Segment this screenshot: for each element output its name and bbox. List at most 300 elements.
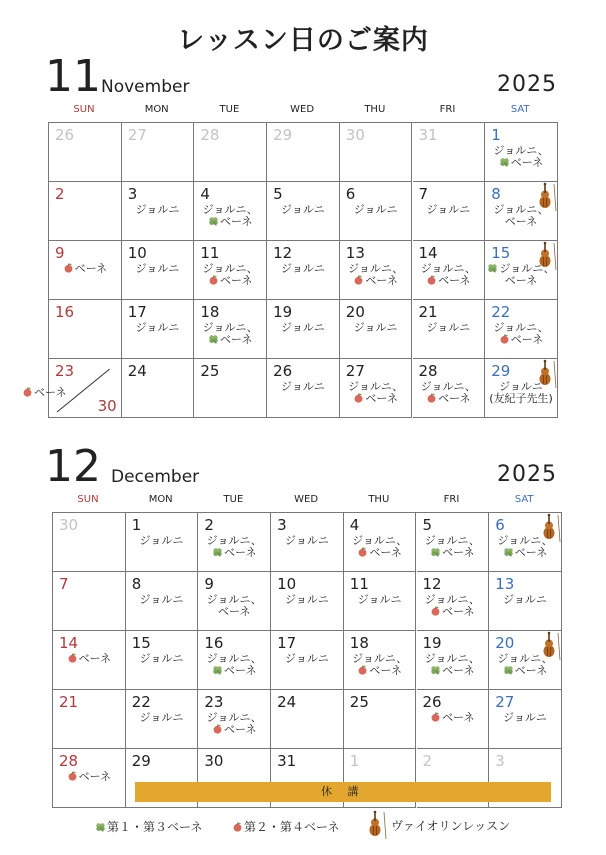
lesson-line — [489, 547, 561, 559]
lesson-line — [126, 653, 198, 665]
lesson-note — [340, 204, 412, 216]
lesson-text: ジョルニ、 — [206, 593, 262, 606]
day-cell — [122, 123, 195, 182]
day-number: 26 — [422, 693, 442, 711]
lesson-text: ジョルニ、 — [202, 203, 258, 216]
legend-apple — [232, 818, 339, 835]
day-cell — [122, 359, 195, 418]
day-number: 24 — [127, 362, 147, 380]
apple-icon — [208, 275, 219, 285]
lesson-text: ベーネ — [438, 392, 471, 405]
clover-icon — [503, 547, 514, 557]
lesson-line — [485, 157, 557, 169]
day-cell — [53, 572, 126, 631]
lesson-text: ジョルニ — [357, 593, 402, 606]
lesson-text: ジョルニ、 — [493, 321, 549, 334]
weekday-label: THU — [364, 104, 386, 115]
clover-icon — [212, 547, 223, 557]
lesson-note — [194, 263, 266, 287]
lesson-line — [53, 771, 125, 783]
page-title: レッスン日のご案内 — [177, 25, 429, 56]
day-number: 28 — [59, 752, 79, 770]
day-cell — [49, 123, 122, 182]
closed-bar: 休 講 — [135, 782, 551, 802]
side-note — [22, 384, 66, 400]
lesson-note — [413, 381, 485, 405]
weekday-label: SUN — [77, 494, 99, 505]
day-number: 13 — [345, 244, 365, 262]
lesson-text: ジョルニ — [281, 262, 325, 275]
day-cell — [126, 572, 199, 631]
clover-icon — [212, 665, 223, 675]
legend-clover-label: 第１・第３ベーネ — [107, 820, 203, 834]
lesson-note — [485, 145, 557, 169]
lesson-line — [417, 547, 489, 559]
day-cell — [489, 690, 562, 749]
month-header-november — [45, 51, 565, 102]
lesson-text: ジョルニ、 — [206, 652, 262, 665]
day-cell — [53, 690, 126, 749]
lesson-text: ジョルニ — [281, 380, 325, 393]
clover-icon — [95, 821, 106, 831]
apple-icon — [353, 275, 364, 285]
lesson-text: ベーネ — [510, 333, 544, 346]
day-number: 13 — [495, 575, 515, 593]
split-day-number: 30 — [97, 397, 117, 415]
lesson-text: ベーネ — [514, 664, 548, 677]
day-number: 16 — [55, 303, 75, 321]
day-number: 5 — [273, 185, 283, 203]
day-number: 20 — [495, 634, 515, 652]
lesson-text: ジョルニ、 — [424, 593, 480, 606]
lesson-note — [489, 712, 561, 724]
lesson-text: ベーネ — [442, 711, 475, 724]
apple-icon — [426, 275, 437, 285]
day-number: 18 — [200, 303, 220, 321]
lesson-note — [122, 263, 194, 275]
apple-icon — [357, 665, 368, 675]
day-cell — [340, 300, 413, 359]
day-number: 25 — [349, 693, 369, 711]
legend-violin — [365, 810, 510, 840]
lesson-text: ジョルニ、 — [497, 534, 553, 547]
apple-icon — [499, 334, 510, 344]
day-cell — [126, 513, 199, 572]
lesson-note — [53, 771, 125, 783]
lesson-text: ジョルニ — [503, 593, 547, 606]
day-number: 23 — [55, 362, 75, 380]
lesson-line — [413, 204, 485, 216]
legend-apple-label: 第２・第４ベーネ — [244, 820, 340, 834]
lesson-line — [198, 606, 270, 618]
lesson-text: ジョルニ、 — [497, 652, 553, 665]
lesson-note — [122, 322, 194, 334]
lesson-line — [126, 712, 198, 724]
lesson-note — [485, 263, 557, 287]
lesson-note — [198, 535, 270, 559]
day-cell — [271, 513, 344, 572]
apple-icon — [22, 387, 33, 397]
legend-clover — [95, 818, 202, 835]
weekday-label: SAT — [514, 494, 534, 505]
lesson-text: ジョルニ、 — [499, 262, 555, 275]
day-cell — [267, 182, 340, 241]
apple-icon — [353, 393, 364, 403]
lesson-line — [267, 322, 339, 334]
day-number: 30 — [345, 126, 365, 144]
lesson-line — [49, 263, 121, 275]
day-number: 15 — [491, 244, 511, 262]
day-cell — [271, 690, 344, 749]
day-number: 22 — [131, 693, 151, 711]
day-cell — [340, 241, 413, 300]
lesson-text: ベーネ — [442, 664, 475, 677]
lesson-line — [53, 653, 125, 665]
lesson-text: ジョルニ — [281, 321, 325, 334]
lesson-text: ジョルニ — [135, 203, 180, 216]
day-number: 1 — [349, 752, 360, 770]
lesson-line — [417, 665, 489, 677]
violin-icon — [365, 810, 387, 840]
lesson-note — [344, 535, 416, 559]
day-number: 3 — [277, 516, 287, 534]
apple-icon — [63, 263, 74, 273]
lesson-line — [489, 712, 561, 724]
day-cell — [413, 300, 486, 359]
day-number: 10 — [277, 575, 297, 593]
month-name: December — [111, 467, 200, 487]
lesson-text: ジョルニ — [353, 203, 398, 216]
lesson-text: ベーネ — [220, 215, 253, 228]
lesson-line — [340, 322, 412, 334]
lesson-note — [413, 263, 485, 287]
day-cell — [126, 631, 199, 690]
lesson-note — [344, 653, 416, 677]
month-number: 11 — [45, 51, 101, 102]
clover-icon — [487, 263, 498, 273]
day-cell — [413, 241, 486, 300]
lesson-text: ベーネ — [369, 546, 402, 559]
day-number: 23 — [204, 693, 224, 711]
weekday-header — [52, 494, 556, 512]
day-number: 7 — [418, 185, 429, 203]
lesson-line — [194, 334, 266, 346]
lesson-note — [126, 653, 198, 665]
lesson-line — [485, 334, 557, 346]
lesson-text: ジョルニ、 — [202, 262, 258, 275]
day-number: 16 — [204, 634, 224, 652]
day-cell — [194, 241, 267, 300]
day-number: 29 — [273, 126, 293, 144]
day-cell — [340, 123, 413, 182]
day-cell — [344, 690, 417, 749]
day-number: 14 — [59, 634, 79, 652]
day-cell — [417, 513, 490, 572]
month-number: 12 — [45, 441, 101, 492]
lesson-note — [344, 594, 416, 606]
lesson-line — [485, 393, 557, 405]
day-cell — [417, 631, 490, 690]
lesson-line — [267, 204, 339, 216]
day-cell — [340, 359, 413, 418]
day-cell — [53, 749, 126, 808]
lesson-line — [413, 275, 485, 287]
lesson-text: ジョルニ — [139, 711, 184, 724]
lesson-line — [126, 594, 198, 606]
lesson-note — [485, 322, 557, 346]
lesson-text: ベーネ — [504, 274, 538, 287]
lesson-line — [417, 712, 489, 724]
day-number: 29 — [491, 362, 511, 380]
day-cell — [485, 300, 558, 359]
lesson-line — [489, 665, 561, 677]
clover-icon — [499, 157, 510, 167]
lesson-note — [198, 712, 270, 736]
day-cell — [122, 241, 195, 300]
lesson-line — [267, 381, 339, 393]
lesson-line — [126, 535, 198, 547]
lesson-text: ジョルニ — [353, 321, 398, 334]
apple-icon — [430, 606, 441, 616]
lesson-note — [126, 535, 198, 547]
lesson-text: ベーネ — [218, 605, 251, 618]
day-number: 19 — [422, 634, 442, 652]
apple-icon — [67, 771, 78, 781]
day-cell — [271, 631, 344, 690]
lesson-text: ジョルニ — [499, 380, 543, 393]
calendar-grid — [52, 512, 562, 808]
lesson-note — [198, 653, 270, 677]
lesson-line — [267, 263, 339, 275]
day-number: 4 — [349, 516, 360, 534]
lesson-note — [267, 381, 339, 393]
day-cell — [49, 241, 122, 300]
month-header-december — [45, 441, 565, 492]
day-cell — [267, 359, 340, 418]
weekday-label: FRI — [439, 104, 456, 115]
month-year: 2025 — [497, 72, 557, 97]
lesson-line — [485, 216, 557, 228]
clover-icon — [503, 665, 514, 675]
weekday-label: MON — [144, 104, 169, 115]
day-cell — [194, 182, 267, 241]
lesson-note — [271, 594, 343, 606]
day-cell — [340, 182, 413, 241]
lesson-text: ジョルニ — [139, 652, 184, 665]
day-cell — [489, 631, 562, 690]
day-cell — [489, 572, 562, 631]
lesson-text: ベーネ — [74, 262, 108, 275]
day-number: 11 — [200, 244, 220, 262]
day-number: 12 — [422, 575, 442, 593]
lesson-line — [344, 594, 416, 606]
lesson-note — [485, 381, 557, 405]
lesson-line — [198, 547, 270, 559]
day-number: 20 — [345, 303, 365, 321]
lesson-note — [126, 594, 198, 606]
legend-violin-label: ヴァイオリンレッスン — [391, 818, 511, 833]
lesson-text: ジョルニ、 — [348, 262, 404, 275]
day-cell — [267, 300, 340, 359]
lesson-note — [267, 204, 339, 216]
lesson-note — [413, 322, 485, 334]
lesson-text: (友紀子先生) — [489, 392, 553, 405]
weekday-label: FRI — [443, 494, 460, 505]
day-cell — [489, 513, 562, 572]
lesson-text: ジョルニ — [139, 593, 184, 606]
lesson-note — [126, 712, 198, 724]
weekday-label: TUE — [223, 494, 244, 505]
day-number: 3 — [495, 752, 505, 770]
lesson-line — [344, 547, 416, 559]
lesson-text: ベーネ — [365, 274, 398, 287]
lesson-line — [122, 322, 194, 334]
lesson-note — [413, 204, 485, 216]
day-number: 26 — [273, 362, 293, 380]
lesson-text: ジョルニ、 — [424, 534, 480, 547]
lesson-note — [49, 263, 121, 275]
day-cell — [198, 690, 271, 749]
day-cell — [417, 572, 490, 631]
lesson-line — [340, 393, 412, 405]
day-cell — [122, 300, 195, 359]
lesson-note — [194, 204, 266, 228]
day-cell — [53, 513, 126, 572]
day-number: 18 — [349, 634, 369, 652]
lesson-note — [417, 653, 489, 677]
apple-icon — [67, 653, 78, 663]
day-cell — [49, 300, 122, 359]
day-number: 4 — [200, 185, 210, 203]
day-number: 27 — [127, 126, 147, 144]
lesson-text: ジョルニ、 — [424, 652, 480, 665]
clover-icon — [208, 334, 219, 344]
day-number: 17 — [127, 303, 147, 321]
day-cell — [53, 631, 126, 690]
lesson-line — [271, 535, 343, 547]
day-cell — [198, 631, 271, 690]
lesson-line — [194, 216, 266, 228]
day-cell — [122, 182, 195, 241]
lesson-text: ジョルニ — [135, 321, 180, 334]
lesson-note — [489, 535, 561, 559]
day-cell — [485, 241, 558, 300]
lesson-line — [413, 322, 485, 334]
day-cell — [194, 300, 267, 359]
day-number: 28 — [200, 126, 220, 144]
lesson-text: ジョルニ、 — [202, 321, 258, 334]
day-number: 19 — [273, 303, 293, 321]
apple-icon — [430, 712, 441, 722]
lesson-text: ジョルニ — [281, 203, 325, 216]
day-number: 25 — [200, 362, 220, 380]
day-number: 30 — [204, 752, 224, 770]
day-number: 26 — [55, 126, 75, 144]
apple-icon — [232, 821, 243, 831]
day-number: 31 — [277, 752, 297, 770]
day-number: 2 — [422, 752, 433, 770]
day-cell — [198, 572, 271, 631]
day-number: 27 — [495, 693, 515, 711]
lesson-line — [122, 204, 194, 216]
lesson-text: ベーネ — [442, 605, 475, 618]
day-cell — [267, 123, 340, 182]
lesson-note — [271, 653, 343, 665]
apple-icon — [212, 724, 223, 734]
day-number: 1 — [491, 126, 501, 144]
lesson-text: ジョルニ — [285, 534, 329, 547]
day-number: 2 — [204, 516, 214, 534]
day-cell — [413, 182, 486, 241]
lesson-note — [267, 263, 339, 275]
day-cell — [271, 572, 344, 631]
lesson-text: ベーネ — [78, 770, 112, 783]
day-number: 7 — [59, 575, 69, 593]
lesson-text: ジョルニ、 — [206, 711, 262, 724]
lesson-text: ベーネ — [224, 664, 257, 677]
day-number: 6 — [495, 516, 505, 534]
weekday-label: MON — [148, 494, 173, 505]
day-number: 6 — [345, 185, 356, 203]
day-number: 5 — [422, 516, 433, 534]
day-number: 1 — [131, 516, 142, 534]
day-number: 14 — [418, 244, 438, 262]
lesson-line — [485, 275, 557, 287]
day-number: 27 — [345, 362, 365, 380]
lesson-line — [340, 204, 412, 216]
side-note-text: ベーネ — [34, 386, 67, 399]
day-number: 9 — [55, 244, 65, 262]
month-name: November — [101, 77, 190, 97]
lesson-note — [417, 712, 489, 724]
lesson-note — [489, 653, 561, 677]
lesson-note — [340, 322, 412, 334]
lesson-line — [271, 594, 343, 606]
lesson-line — [271, 653, 343, 665]
day-number: 15 — [131, 634, 151, 652]
lesson-text: ベーネ — [224, 723, 257, 736]
lesson-text: ジョルニ、 — [493, 203, 549, 216]
day-cell — [49, 182, 122, 241]
lesson-note — [340, 381, 412, 405]
lesson-note — [417, 535, 489, 559]
clover-icon — [430, 665, 441, 675]
day-number: 24 — [277, 693, 297, 711]
day-number: 28 — [418, 362, 438, 380]
day-cell — [485, 123, 558, 182]
day-number: 11 — [349, 575, 369, 593]
lesson-text: ジョルニ — [503, 711, 547, 724]
lesson-text: ジョルニ — [426, 321, 471, 334]
day-number: 17 — [277, 634, 297, 652]
lesson-note — [122, 204, 194, 216]
clover-icon — [208, 216, 219, 226]
clover-icon — [430, 547, 441, 557]
lesson-text: ジョルニ — [139, 534, 184, 547]
month-year: 2025 — [497, 462, 557, 487]
lesson-text: ジョルニ、 — [348, 380, 404, 393]
lesson-text: ベーネ — [442, 546, 475, 559]
lesson-note — [198, 594, 270, 618]
weekday-header — [48, 104, 552, 122]
lesson-note — [485, 204, 557, 228]
day-number: 31 — [418, 126, 438, 144]
lesson-text: ジョルニ、 — [352, 652, 408, 665]
weekday-label: THU — [368, 494, 390, 505]
lesson-text: ジョルニ — [285, 593, 329, 606]
lesson-note — [194, 322, 266, 346]
day-number: 10 — [127, 244, 147, 262]
